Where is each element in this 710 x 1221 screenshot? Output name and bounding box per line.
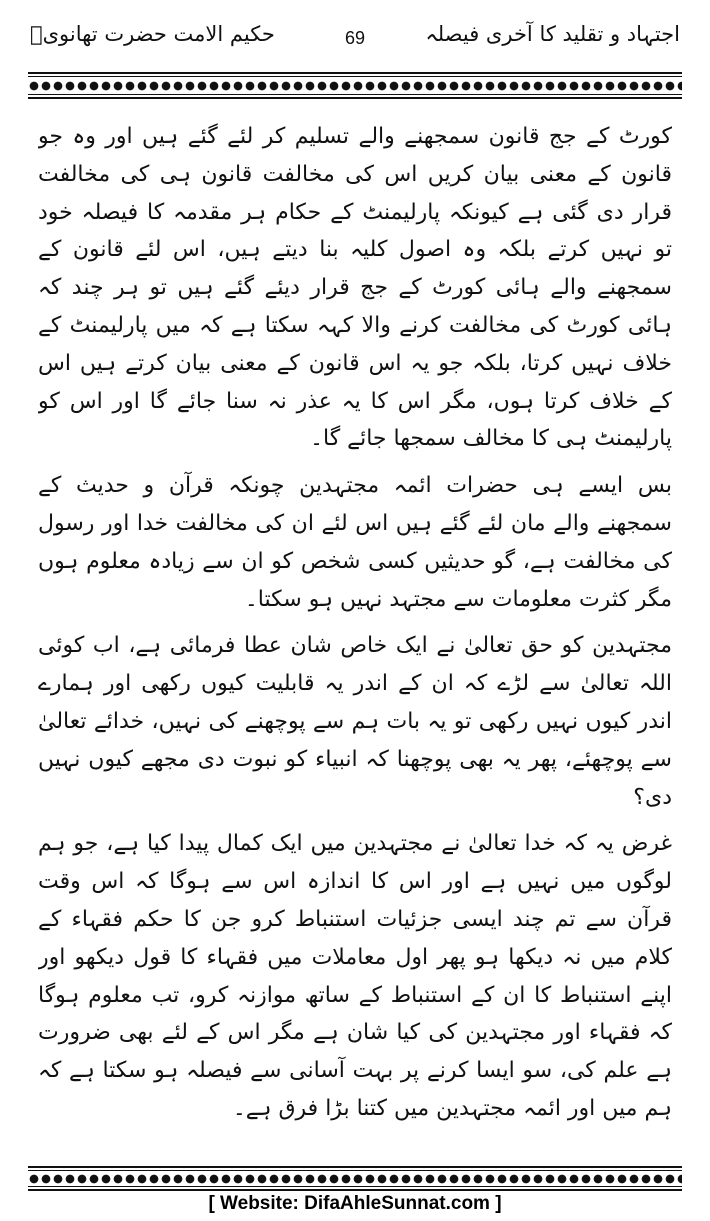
paragraph: بس ایسے ہی حضرات ائمہ مجتہدین چونکہ قرآن و حدیث کے سمجھنے والے مان لئے گئے ہیں اس لئے ان کی مخالفت خدا اور رسول کی مخالفت ہے، گو حدیثیں کسی شخص کو ان سے زیادہ معلوم ہوں مگر کثرت معلومات سے مجتہد نہیں ہو سکتا۔ <box>38 473 672 612</box>
page-body <box>38 118 672 1160</box>
website-footer: [ Website: DifaAhleSunnat.com ] <box>208 1193 502 1214</box>
footer-ornamental-rule <box>28 1166 682 1192</box>
paragraph: کورٹ کے جج قانون سمجھنے والے تسلیم کر لئے گئے ہیں اور وہ جو قانون کے معنی بیان کریں اس کی مخالفت قانون ہی کی مخالفت قرار دی گئی ہے کیونکہ پارلیمنٹ کے حکام ہر مقدمہ کا فیصلہ خود تو نہیں کرتے بلکہ وہ اصول کلیہ بنا دیتے ہیں، اس لئے قانون کے سمجھنے والے ہائی کورٹ کے جج قرار دیئے گئے ہیں تو ہر چند کہ ہائی کورٹ کی مخالفت کرنے والا کہہ سکتا ہے کہ میں پارلیمنٹ کے خلاف نہیں کرتا، بلکہ جو یہ اس قانون کے معنی بیان کرتے ہیں اس کے خلاف کرتا ہوں، مگر اس کا یہ عذر نہ سنا جائے گا اور اس کو پارلیمنٹ ہی کا مخالف سمجھا جائے گا۔ <box>38 124 672 452</box>
paragraph: مجتہدین کو حق تعالیٰ نے ایک خاص شان عطا فرمائی ہے، اب کوئی اللہ تعالیٰ سے لڑے کہ ان کے اندر یہ قابلیت کیوں رکھی اور ہمارے اندر کیوں نہیں رکھی تو یہ بات ہم سے پوچھنے کی نہیں، خدائے تعالیٰ سے پوچھئے، پھر یہ بھی پوچھنا کہ انبیاء کو نبوت دی مجھے کیوں نہیں دی؟ <box>38 633 672 810</box>
paragraph: غرض یہ کہ خدا تعالیٰ نے مجتہدین میں ایک کمال پیدا کیا ہے، جو ہم لوگوں میں نہیں ہے اور اس کا اندازہ اس سے ہوگا کہ اس وقت قرآن سے تم چند ایسی جزئیات استنباط کرو جن کا حکم فقہاء کے کلام میں نہ دیکھا ہو پھر اول معاملات میں فقہاء کا قول دیکھو اور اپنے استنباط کا ان کے استنباط کے ساتھ موازنہ کرو، تب معلوم ہوگا کہ فقہاء اور مجتہدین کی کیا شان ہے مگر اس کے لئے بھی ضرورت ہے علم کی، سو ایسا کرنے پر بہت آسانی سے فیصلہ ہو سکتا ہے کہ ہم میں اور ائمہ مجتہدین میں کتنا بڑا فرق ہے۔ <box>38 831 672 1121</box>
header-ornamental-rule <box>28 72 682 100</box>
author-name: حکیم الامت حضرت تھانویؒ <box>30 22 275 46</box>
book-title: اجتہاد و تقلید کا آخری فیصلہ <box>425 22 680 46</box>
page-number: 69 <box>344 28 366 48</box>
running-header <box>30 18 680 62</box>
